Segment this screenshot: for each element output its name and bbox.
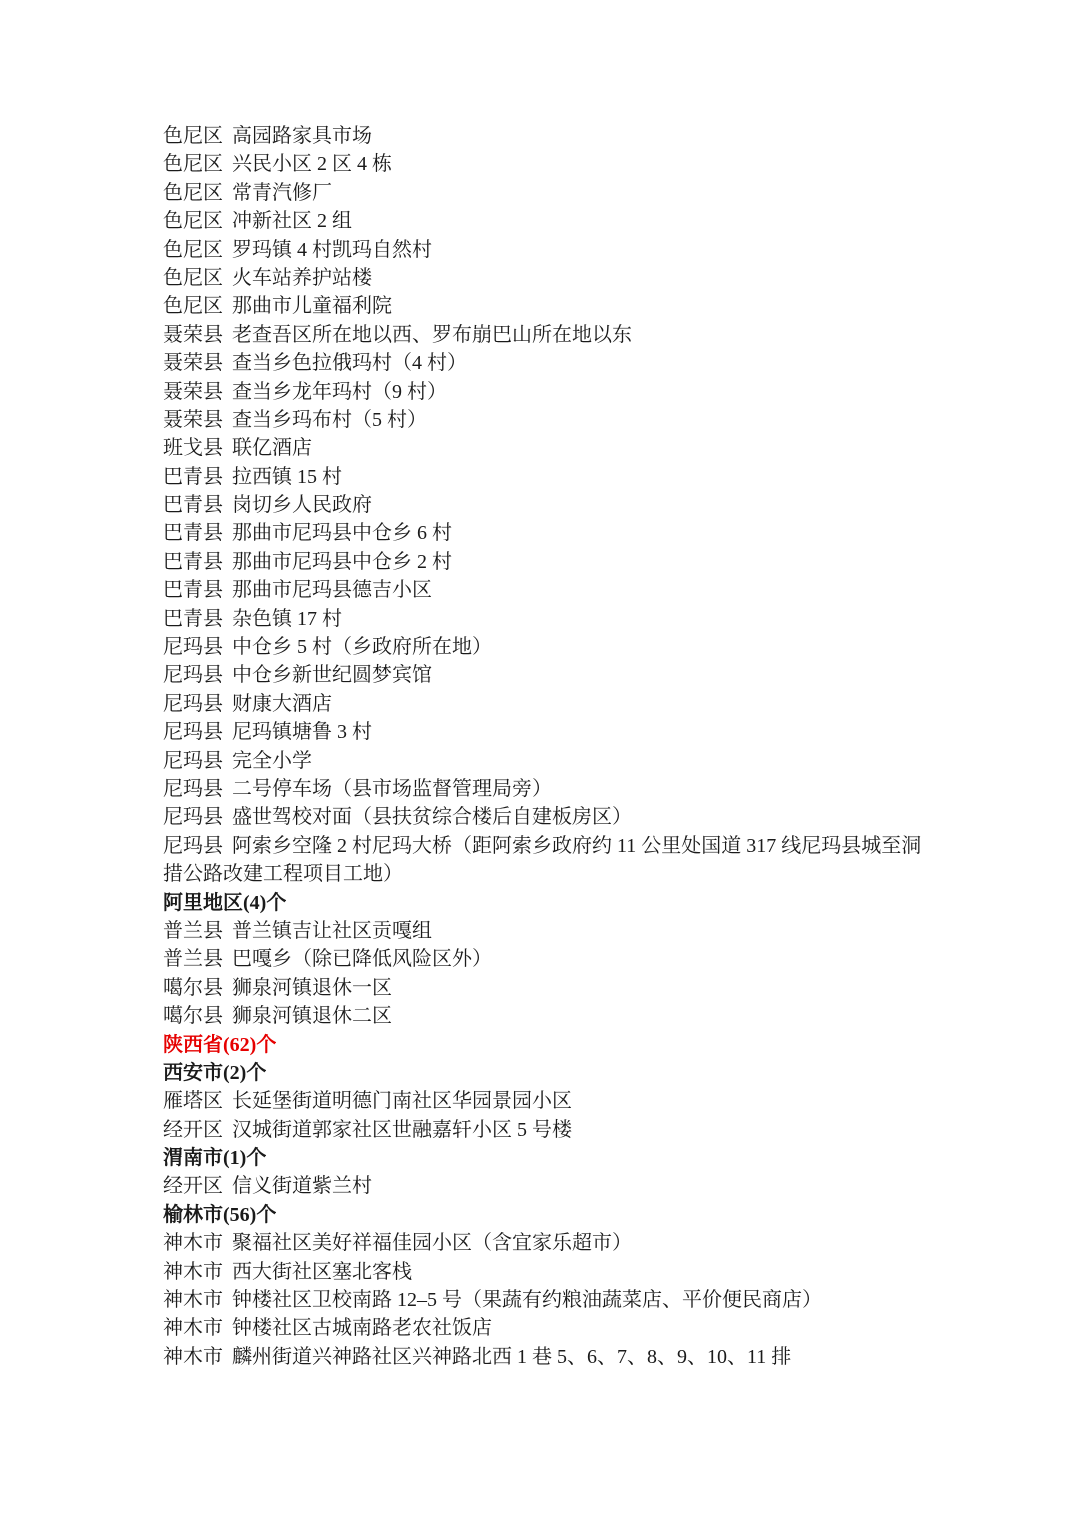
list-row (163, 718, 1020, 746)
list-row (163, 1087, 1020, 1115)
district-name: 噶尔县 (163, 976, 223, 999)
list-row (163, 150, 1020, 178)
location-text: 那曲市尼玛县中仓乡 2 村 (232, 550, 452, 573)
list-row (163, 491, 1020, 519)
list-row (163, 747, 1020, 775)
district-name: 巴青县 (163, 607, 223, 630)
city-header: 榆林市(56)个 (163, 1203, 277, 1226)
district-name: 尼玛县 (163, 721, 223, 744)
list-row (163, 179, 1020, 207)
district-name: 巴青县 (163, 522, 223, 545)
location-text: 信义街道紫兰村 (232, 1175, 372, 1198)
list-row (163, 519, 1020, 547)
location-text: 联亿酒店 (232, 437, 312, 460)
location-text: 罗玛镇 4 村凯玛自然村 (232, 238, 432, 261)
location-text: 冲新社区 2 组 (232, 210, 352, 233)
location-text: 盛世驾校对面（县扶贫综合楼后自建板房区） (232, 806, 632, 829)
list-row (163, 633, 1020, 661)
list-row (163, 1343, 1020, 1371)
district-name: 巴青县 (163, 579, 223, 602)
location-text: 兴民小区 2 区 4 栋 (232, 153, 392, 176)
list-row (163, 1258, 1020, 1286)
district-name: 尼玛县 (163, 664, 223, 687)
district-name: 色尼区 (163, 210, 223, 233)
location-text: 麟州街道兴神路社区兴神路北西 1 巷 5、6、7、8、9、10、11 排 (232, 1345, 792, 1368)
list-row (163, 576, 1020, 604)
district-name: 经开区 (163, 1118, 223, 1141)
list-row (163, 236, 1020, 264)
risk-area-list (163, 122, 1020, 1371)
location-text: 普兰镇吉让社区贡嘎组 (232, 919, 432, 942)
location-text: 汉城街道郭家社区世融嘉轩小区 5 号楼 (232, 1118, 572, 1141)
district-name: 噶尔县 (163, 1005, 223, 1028)
location-text: 二号停车场（县市场监督管理局旁） (232, 777, 552, 800)
list-row (163, 974, 1020, 1002)
district-name: 色尼区 (163, 181, 223, 204)
location-text: 常青汽修厂 (232, 181, 332, 204)
list-row (163, 548, 1020, 576)
list-row (163, 1314, 1020, 1342)
location-text: 长延堡街道明德门南社区华园景园小区 (232, 1090, 572, 1113)
district-name: 尼玛县 (163, 749, 223, 772)
location-text: 狮泉河镇退休一区 (232, 976, 392, 999)
district-name: 巴青县 (163, 550, 223, 573)
location-text: 尼玛镇塘鲁 3 村 (232, 721, 372, 744)
location-text: 那曲市尼玛县德吉小区 (232, 579, 432, 602)
list-row (163, 803, 1020, 831)
district-name: 神木市 (163, 1289, 223, 1312)
list-row (163, 917, 1020, 945)
list-row (163, 832, 1020, 860)
list-row (163, 1286, 1020, 1314)
district-name: 经开区 (163, 1175, 223, 1198)
location-text: 那曲市尼玛县中仓乡 6 村 (232, 522, 452, 545)
location-text: 聚福社区美好祥福佳园小区（含宜家乐超市） (232, 1232, 632, 1255)
list-row (163, 605, 1020, 633)
district-name: 神木市 (163, 1232, 223, 1255)
district-name: 巴青县 (163, 494, 223, 517)
location-text: 查当乡龙年玛村（9 村） (232, 380, 447, 403)
district-name: 尼玛县 (163, 636, 223, 659)
list-row (163, 1002, 1020, 1030)
district-name: 神木市 (163, 1345, 223, 1368)
list-row (163, 292, 1020, 320)
district-name: 色尼区 (163, 295, 223, 318)
list-row (163, 264, 1020, 292)
location-text: 岗切乡人民政府 (232, 494, 372, 517)
district-name: 普兰县 (163, 948, 223, 971)
district-name: 色尼区 (163, 238, 223, 261)
district-name: 聂荣县 (163, 352, 223, 375)
location-text: 查当乡色拉俄玛村（4 村） (232, 352, 467, 375)
district-name: 尼玛县 (163, 806, 223, 829)
location-text: 中仓乡 5 村（乡政府所在地） (232, 636, 492, 659)
list-row (163, 775, 1020, 803)
province-header: 陕西省(62)个 (163, 1033, 277, 1056)
district-name: 神木市 (163, 1317, 223, 1340)
district-name: 尼玛县 (163, 692, 223, 715)
district-name: 尼玛县 (163, 834, 223, 857)
list-row (163, 321, 1020, 349)
list-row (163, 1229, 1020, 1257)
location-text: 钟楼社区卫校南路 12–5 号（果蔬有约粮油蔬菜店、平价便民商店） (232, 1289, 822, 1312)
district-name: 色尼区 (163, 125, 223, 147)
district-name: 聂荣县 (163, 323, 223, 346)
location-text: 阿索乡空隆 2 村尼玛大桥（距阿索乡政府约 11 公里处国道 317 线尼玛县城至洞 (232, 834, 922, 857)
district-name: 色尼区 (163, 153, 223, 176)
list-row (163, 349, 1020, 377)
list-row (163, 378, 1020, 406)
location-text: 高园路家具市场 (232, 125, 372, 147)
location-text: 火车站养护站楼 (232, 266, 372, 289)
list-row (163, 434, 1020, 462)
location-text: 查当乡玛布村（5 村） (232, 408, 427, 431)
district-name: 普兰县 (163, 919, 223, 942)
city-header: 阿里地区(4)个 (163, 891, 287, 914)
district-name: 神木市 (163, 1260, 223, 1283)
location-text: 西大街社区塞北客栈 (232, 1260, 412, 1283)
list-row (163, 661, 1020, 689)
wrap-continuation: 措公路改建工程项目工地） (163, 863, 403, 886)
list-row (163, 207, 1020, 235)
district-name: 巴青县 (163, 465, 223, 488)
location-text: 狮泉河镇退休二区 (232, 1005, 392, 1028)
location-text: 完全小学 (232, 749, 312, 772)
city-header: 西安市(2)个 (163, 1061, 267, 1084)
list-row (163, 690, 1020, 718)
list-row (163, 1116, 1020, 1144)
location-text: 老查吾区所在地以西、罗布崩巴山所在地以东 (232, 323, 632, 346)
list-row (163, 1172, 1020, 1200)
location-text: 钟楼社区古城南路老农社饭店 (232, 1317, 492, 1340)
list-row (163, 463, 1020, 491)
list-row (163, 406, 1020, 434)
district-name: 聂荣县 (163, 380, 223, 403)
location-text: 财康大酒店 (232, 692, 332, 715)
location-text: 杂色镇 17 村 (232, 607, 342, 630)
city-header: 渭南市(1)个 (163, 1147, 267, 1170)
list-row (163, 945, 1020, 973)
location-text: 中仓乡新世纪圆梦宾馆 (232, 664, 432, 687)
list-row (163, 122, 1020, 150)
district-name: 雁塔区 (163, 1090, 223, 1113)
district-name: 色尼区 (163, 266, 223, 289)
location-text: 巴嘎乡（除已降低风险区外） (232, 948, 492, 971)
location-text: 拉西镇 15 村 (232, 465, 342, 488)
location-text: 那曲市儿童福利院 (232, 295, 392, 318)
district-name: 聂荣县 (163, 408, 223, 431)
district-name: 尼玛县 (163, 777, 223, 800)
district-name: 班戈县 (163, 437, 223, 460)
